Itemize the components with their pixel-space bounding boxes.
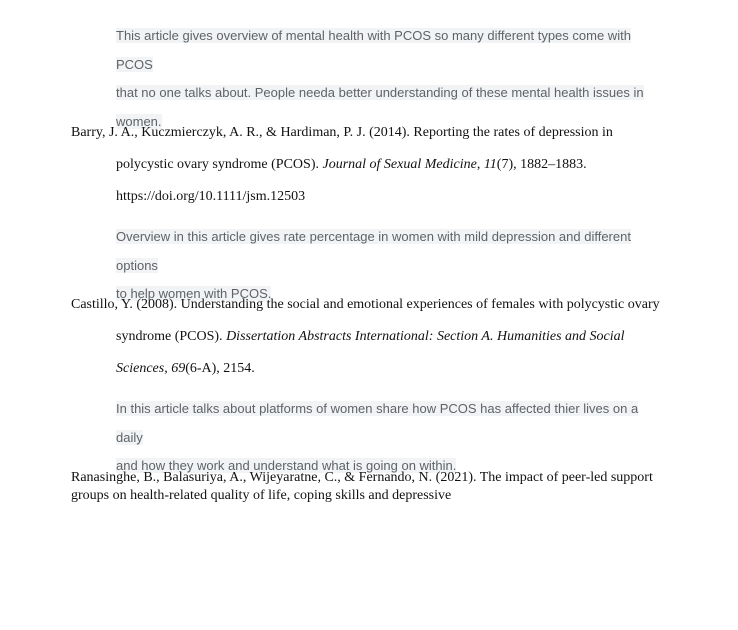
journal-name-cont: Sciences [116,361,165,376]
journal-name: Dissertation Abstracts International: Section A. Humanities and Social [226,329,625,344]
citation-title: polycystic ovary syndrome (PCOS). [116,157,323,172]
separator: , [164,361,172,376]
citation-line: Barry, J. A., Kuczmierczyk, A. R., & Hardiman, P. J. (2014). Reporting the rates of depression in [71,125,613,140]
reference-entry-castillo [71,289,671,385]
citation-title: syndrome (PCOS). [116,329,227,344]
annotation-line: Overview in this article gives rate percentage in women with mild depression and different options [116,229,631,273]
annotation-line: women. [116,113,162,129]
journal-name: Journal of Sexual Medicine [322,157,477,172]
citation-line: Ranasinghe, B., Balasuriya, A., Wijeyaratne, C., & Fernando, N. (2021). The impact of peer-led support [71,470,653,485]
issue-pages: (7), 1882–1883. [496,157,587,172]
annotation-line: and how they work and understand what is going on within. [116,458,457,473]
annotation-line: that no one talks about. People needa better understanding of these mental health issues in [116,85,644,100]
citation-line [71,353,671,385]
citation-line [71,149,671,181]
citation-line: Castillo, Y. (2008). Understanding the social and emotional experiences of females with polycystic ovary [71,297,660,312]
reference-entry-barry [71,117,671,213]
annotation-line: In this article talks about platforms of women share how PCOS has affected thier lives on a daily [116,401,639,445]
citation-line: groups on health-related quality of life, coping skills and depressive [71,488,452,503]
volume-number: 69 [171,361,186,376]
annotation-paragraph [116,395,661,481]
annotation-line: This article gives overview of mental health with PCOS so many different types come with PCOS [116,28,631,72]
doi-link[interactable]: https://doi.org/10.1111/jsm.12503 [116,189,306,204]
separator: , [476,157,484,172]
issue-pages: (6-A), 2154. [185,361,255,376]
reference-entry-ranasinghe [71,469,671,505]
volume-number: 11 [483,157,497,172]
citation-line [71,321,671,353]
annotation-line: to help women with PCOS. [116,286,272,301]
